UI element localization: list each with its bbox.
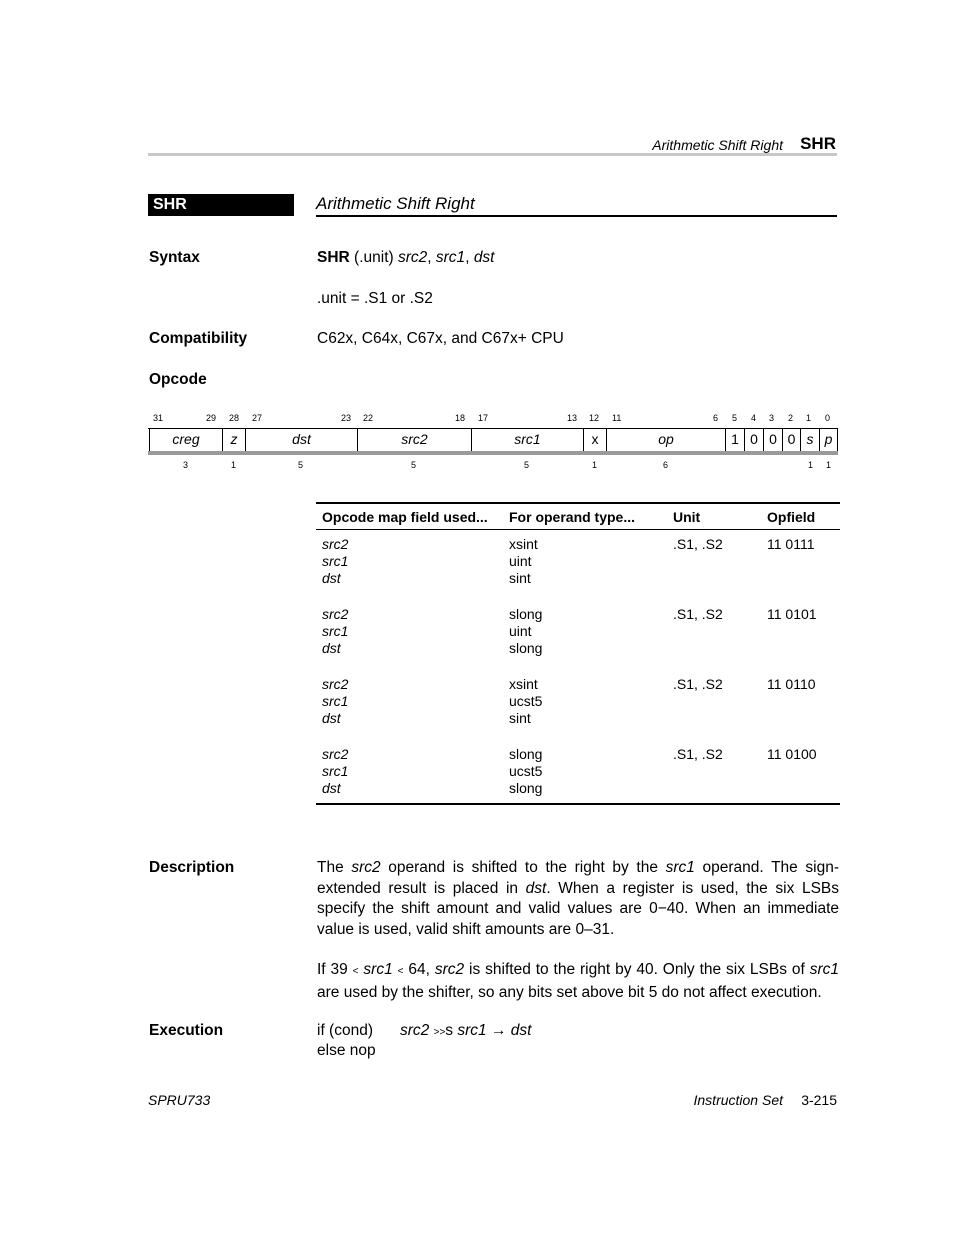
table-cell-fields: src2 src1 dst xyxy=(316,740,503,804)
table-header: Opfield xyxy=(761,503,840,530)
operand-src1: src1 xyxy=(809,961,839,978)
header-rule xyxy=(148,153,837,156)
table-cell-opfield: 11 0101 xyxy=(767,606,817,622)
table-row xyxy=(316,530,840,601)
syntax-sep: , xyxy=(427,249,436,266)
field-p: p xyxy=(824,431,833,447)
syntax-src1: src1 xyxy=(435,249,466,266)
table-cell-fields: src2 src1 dst xyxy=(322,606,349,656)
text-run: . When a register is used, the six LSBs specify the shift amount and valid values are 0−40. When an immediate value is used, valid shift amounts are 0–31. xyxy=(317,879,839,938)
bit-number: 1 xyxy=(806,413,812,423)
bit-number: 11 xyxy=(612,413,622,423)
section-title-rule xyxy=(316,215,837,217)
table-cell-unit: .S1, .S2 xyxy=(673,536,723,552)
bit-number: 4 xyxy=(751,413,757,423)
table-cell-fields: src2 src1 dst xyxy=(322,536,349,586)
operand-dst: dst xyxy=(510,1022,532,1039)
opcode-box-top xyxy=(148,428,838,429)
description-paragraph-2 xyxy=(317,960,839,1003)
opcode-label: Opcode xyxy=(149,371,207,388)
field-bit3: 0 xyxy=(769,431,777,447)
syntax-line xyxy=(317,249,495,267)
opfield-table xyxy=(316,502,840,805)
table-cell-types: slong ucst5 slong xyxy=(503,740,667,804)
table-cell-types: xsint ucst5 sint xyxy=(509,676,543,726)
table-cell-types: xsint uint sint xyxy=(509,536,538,586)
operand-src1: src1 xyxy=(457,1022,487,1039)
field-src1: src1 xyxy=(514,431,541,447)
less-than-symbol: < xyxy=(397,966,404,977)
table-header: For operand type... xyxy=(503,503,667,530)
bit-number: 12 xyxy=(589,413,600,423)
text-run: operand is shifted to the right by the xyxy=(380,859,666,876)
operand-src1: src1 xyxy=(358,961,398,978)
field-width: 5 xyxy=(411,460,417,470)
field-creg: creg xyxy=(172,431,200,447)
bit-number: 17 xyxy=(478,413,489,423)
opcode-box-bottom xyxy=(148,451,838,455)
table-cell-unit: .S1, .S2 xyxy=(667,740,761,804)
text-run: 64, xyxy=(403,961,435,978)
running-header-mnemonic: SHR xyxy=(800,134,836,153)
bit-number: 29 xyxy=(206,413,217,423)
field-width: 1 xyxy=(231,460,237,470)
text-run: If 39 xyxy=(317,961,353,978)
bit-number: 0 xyxy=(825,413,831,423)
table-cell-opfield: 11 0111 xyxy=(767,536,815,552)
table-row xyxy=(316,740,840,804)
bit-number: 2 xyxy=(788,413,794,423)
bit-number: 3 xyxy=(769,413,775,423)
bit-number: 28 xyxy=(229,413,240,423)
field-width: 1 xyxy=(808,460,814,470)
syntax-instr: SHR xyxy=(317,249,350,266)
field-width: 5 xyxy=(298,460,304,470)
table-cell-unit: .S1, .S2 xyxy=(673,606,723,622)
execution-else: else nop xyxy=(317,1042,376,1059)
bit-number: 22 xyxy=(363,413,374,423)
table-header: Opcode map field used... xyxy=(316,503,503,530)
field-x: x xyxy=(591,431,599,447)
table-cell-opfield: 11 0110 xyxy=(767,676,816,692)
field-width: 1 xyxy=(592,460,598,470)
compatibility-label: Compatibility xyxy=(149,330,248,347)
bit-number: 13 xyxy=(567,413,578,423)
section-title: Arithmetic Shift Right xyxy=(316,194,475,213)
running-header-title: Arithmetic Shift Right xyxy=(652,137,783,153)
table-row xyxy=(316,600,840,670)
field-s: s xyxy=(806,431,814,447)
bit-number: 27 xyxy=(252,413,263,423)
execution-expression xyxy=(400,1022,531,1040)
description-paragraph-1 xyxy=(317,858,839,940)
field-src2: src2 xyxy=(401,431,428,447)
shift-suffix: s xyxy=(445,1022,458,1039)
table-header: Unit xyxy=(667,503,761,530)
field-width: 5 xyxy=(524,460,530,470)
execution-label: Execution xyxy=(149,1022,224,1039)
syntax-label: Syntax xyxy=(149,249,200,266)
table-row xyxy=(316,670,840,740)
shift-operator: >> xyxy=(433,1027,446,1038)
table-cell-unit: .S1, .S2 xyxy=(673,676,723,692)
field-op: op xyxy=(658,431,674,447)
text-run: are used by the shifter, so any bits set above bit 5 do not affect execution. xyxy=(317,983,822,1001)
footer-doc-id: SPRU733 xyxy=(148,1092,211,1108)
field-z: z xyxy=(230,431,238,447)
execution-cond: if (cond) xyxy=(317,1022,373,1039)
bit-number: 6 xyxy=(713,413,719,423)
description-label: Description xyxy=(149,859,235,876)
arrow-icon: → xyxy=(486,1022,511,1039)
table-cell-types: slong uint slong xyxy=(509,606,543,656)
bit-number: 18 xyxy=(455,413,466,423)
table-cell-fields: src2 src1 dst xyxy=(322,676,349,726)
text-run: operand. The sign-extended result is placed in xyxy=(317,859,840,897)
operand-src1: src1 xyxy=(665,859,695,876)
field-bit4: 0 xyxy=(750,431,758,447)
operand-dst: dst xyxy=(525,879,547,897)
table-cell-opfield: 11 0100 xyxy=(761,740,840,804)
syntax-src2: src2 xyxy=(397,249,428,266)
syntax-unit: (.unit) xyxy=(349,249,398,266)
text-run: is shifted to the right by 40. Only the six LSBs of xyxy=(464,961,810,978)
operand-src2: src2 xyxy=(434,961,465,978)
footer-section: Instruction Set xyxy=(693,1092,783,1108)
bit-number: 23 xyxy=(341,413,352,423)
compatibility-value: C62x, C64x, C67x, and C67x+ CPU xyxy=(317,330,564,347)
field-divider xyxy=(837,428,838,451)
field-bit5: 1 xyxy=(731,431,739,447)
bit-number: 5 xyxy=(732,413,738,423)
field-dst: dst xyxy=(292,431,311,447)
text-run: The xyxy=(317,859,352,876)
field-width: 1 xyxy=(826,460,832,470)
table-header-row xyxy=(316,503,840,530)
syntax-dst: dst xyxy=(473,249,495,266)
syntax-unit-line: .unit = .S1 or .S2 xyxy=(317,290,433,307)
field-bit2: 0 xyxy=(787,431,796,447)
field-width: 3 xyxy=(183,460,189,470)
section-mnemonic-box: SHR xyxy=(148,194,294,216)
operand-src2: src2 xyxy=(351,859,381,876)
operand-src2: src2 xyxy=(400,1022,430,1039)
footer-page-number: 3-215 xyxy=(801,1092,837,1108)
field-width: 6 xyxy=(663,460,669,470)
bit-number: 31 xyxy=(153,413,164,423)
less-than-symbol: < xyxy=(352,966,359,977)
syntax-sep: , xyxy=(465,249,474,266)
